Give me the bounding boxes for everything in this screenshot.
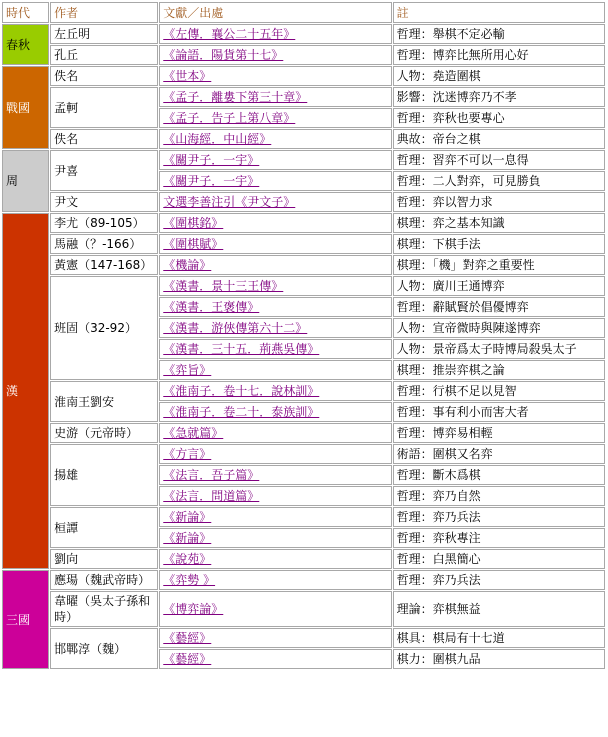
table-row — [2, 45, 605, 65]
table-row — [2, 507, 605, 527]
source-link[interactable]: 《方言》 — [163, 447, 212, 461]
header-note: 註 — [393, 2, 605, 23]
note-cell: 哲理：白黑簡心 — [393, 549, 605, 569]
note-cell: 理論：弈棋無益 — [393, 591, 605, 627]
author-cell: 桓譚 — [50, 507, 158, 548]
note-cell: 典故：帝台之棋 — [393, 129, 605, 149]
note-cell: 哲理：博弈易相輕 — [393, 423, 605, 443]
note-cell: 棋具：棋局有十七道 — [393, 628, 605, 648]
source-link[interactable]: 《漢書．景十三王傳》 — [163, 279, 284, 293]
author-cell: 史游（元帝時） — [50, 423, 158, 443]
author-cell: 韋曜（吳太子孫和時） — [50, 591, 158, 627]
era-chunqiu: 春秋 — [2, 24, 49, 65]
note-cell: 哲理：弈乃兵法 — [393, 570, 605, 590]
note-cell: 術語：圍棋又名弈 — [393, 444, 605, 464]
note-cell: 哲理：舉棋不定必輸 — [393, 24, 605, 44]
source-link[interactable]: 《機論》 — [163, 258, 212, 272]
table-row — [2, 549, 605, 569]
author-cell: 尹文 — [50, 192, 158, 212]
source-link[interactable]: 《博弈論》 — [163, 602, 224, 616]
table-row — [2, 66, 605, 86]
source-link[interactable]: 《說苑》 — [163, 552, 212, 566]
author-cell: 淮南王劉安 — [50, 381, 158, 422]
source-link[interactable]: 《關尹子．一宇》 — [163, 153, 260, 167]
header-source: 文獻／出處 — [159, 2, 391, 23]
source-link[interactable]: 《關尹子．一宇》 — [163, 174, 260, 188]
note-cell: 哲理：弈乃兵法 — [393, 507, 605, 527]
source-link[interactable]: 《山海經．中山經》 — [163, 132, 272, 146]
source-link[interactable]: 《新論》 — [163, 510, 212, 524]
source-link[interactable]: 《新論》 — [163, 531, 212, 545]
note-cell: 哲理：弈秋專注 — [393, 528, 605, 548]
note-cell: 棋理：「機」對弈之重要性 — [393, 255, 605, 275]
source-link[interactable]: 《孟子．離婁下第三十章》 — [163, 90, 308, 104]
note-cell: 哲理：習弈不可以一息得 — [393, 150, 605, 170]
source-link[interactable]: 《法言．問道篇》 — [163, 489, 260, 503]
author-cell: 馬融（？-166） — [50, 234, 158, 254]
source-link[interactable]: 《漢書．王褒傳》 — [163, 300, 260, 314]
note-cell: 哲理：事有利小而害大者 — [393, 402, 605, 422]
table-row — [2, 423, 605, 443]
table-row — [2, 628, 605, 648]
author-cell: 邯鄲淳（魏） — [50, 628, 158, 669]
note-cell: 哲理：弈秋也要專心 — [393, 108, 605, 128]
table-row — [2, 24, 605, 44]
source-link[interactable]: 《弈旨》 — [163, 363, 212, 377]
table-row — [2, 444, 605, 464]
era-zhanguo: 戰國 — [2, 66, 49, 149]
table-row — [2, 570, 605, 590]
note-cell: 棋理：推崇弈棋之論 — [393, 360, 605, 380]
table-row — [2, 87, 605, 107]
author-cell: 班固（32-92） — [50, 276, 158, 380]
author-cell: 應瑒（魏武帝時） — [50, 570, 158, 590]
source-link[interactable]: 《弈勢 》 — [163, 573, 216, 587]
source-link[interactable]: 《孟子．告子上第八章》 — [163, 111, 296, 125]
author-cell: 黃憲（147-168） — [50, 255, 158, 275]
source-link[interactable]: 《急就篇》 — [163, 426, 224, 440]
source-link[interactable]: 《淮南子．卷十七．說林訓》 — [163, 384, 320, 398]
author-cell: 佚名 — [50, 129, 158, 149]
source-link[interactable]: 《圍棋賦》 — [163, 237, 224, 251]
header-era: 時代 — [2, 2, 49, 23]
author-cell: 尹喜 — [50, 150, 158, 191]
source-link[interactable]: 《漢書．三十五．荊燕吳傳》 — [163, 342, 320, 356]
note-cell: 人物：景帝爲太子時博局殺吳太子 — [393, 339, 605, 359]
author-cell: 李尤（89-105） — [50, 213, 158, 233]
header-row — [2, 2, 605, 23]
note-cell: 影響：沈迷博弈乃不孝 — [393, 87, 605, 107]
table-row — [2, 255, 605, 275]
table-row — [2, 276, 605, 296]
source-link[interactable]: 《法言．吾子篇》 — [163, 468, 260, 482]
author-cell: 孔丘 — [50, 45, 158, 65]
table-row — [2, 591, 605, 627]
source-link[interactable]: 《藝經》 — [163, 652, 212, 666]
table-row — [2, 150, 605, 170]
source-link[interactable]: 《左傳．襄公二十五年》 — [163, 27, 296, 41]
source-link[interactable]: 《漢書．游俠傳第六十二》 — [163, 321, 308, 335]
note-cell: 哲理：斷木爲棋 — [393, 465, 605, 485]
era-zhou: 周 — [2, 150, 49, 212]
note-cell: 人物：堯造圍棋 — [393, 66, 605, 86]
era-sanguo: 三國 — [2, 570, 49, 669]
table-row — [2, 234, 605, 254]
note-cell: 哲理：弈乃自然 — [393, 486, 605, 506]
source-link[interactable]: 《論語．陽貨第十七》 — [163, 48, 284, 62]
source-link[interactable]: 《藝經》 — [163, 631, 212, 645]
note-cell: 人物：宣帝微時與陳遂博弈 — [393, 318, 605, 338]
note-cell: 哲理：行棋不足以見智 — [393, 381, 605, 401]
era-han: 漢 — [2, 213, 49, 569]
author-cell: 孟軻 — [50, 87, 158, 128]
table-row — [2, 129, 605, 149]
note-cell: 哲理：博弈比無所用心好 — [393, 45, 605, 65]
table-row — [2, 192, 605, 212]
source-link[interactable]: 《淮南子．卷二十．泰族訓》 — [163, 405, 320, 419]
source-link[interactable]: 《世本》 — [163, 69, 212, 83]
header-author: 作者 — [50, 2, 158, 23]
author-cell: 左丘明 — [50, 24, 158, 44]
note-cell: 哲理：弈以智力求 — [393, 192, 605, 212]
table-row — [2, 381, 605, 401]
note-cell: 棋力：圍棋九品 — [393, 649, 605, 669]
note-cell: 哲理：辭賦賢於倡優博弈 — [393, 297, 605, 317]
author-cell: 劉向 — [50, 549, 158, 569]
author-cell: 佚名 — [50, 66, 158, 86]
table-row — [2, 213, 605, 233]
reference-table — [1, 1, 606, 670]
source-link[interactable]: 《圍棋銘》 — [163, 216, 224, 230]
note-cell: 棋理：下棋手法 — [393, 234, 605, 254]
note-cell: 人物：廣川王通博弈 — [393, 276, 605, 296]
note-cell: 哲理：二人對弈，可見勝負 — [393, 171, 605, 191]
author-cell: 揚雄 — [50, 444, 158, 506]
note-cell: 棋理：弈之基本知識 — [393, 213, 605, 233]
source-link[interactable]: 文選李善注引《尹文子》 — [163, 195, 296, 209]
